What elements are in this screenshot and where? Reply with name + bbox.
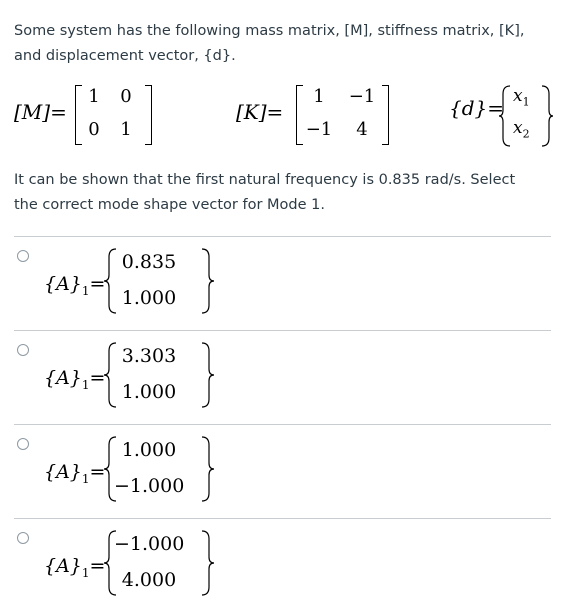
vector-entry-x2: $x_2$	[513, 118, 530, 141]
vector-entry-x1: $x_1$	[513, 86, 530, 109]
mass-matrix	[14, 80, 164, 150]
radio-button[interactable]	[17, 532, 29, 544]
radio-button[interactable]	[17, 250, 29, 262]
question-text: It can be shown that the first natural frequency is 0.835 rad/s. Select the correct mode shape vector for Mode 1.	[14, 172, 516, 213]
vector-top-value: 1.000	[121, 439, 177, 461]
stiffness-label: [K]	[236, 100, 267, 124]
matrix-cell: 1	[120, 119, 132, 140]
answer-option-2[interactable]	[0, 331, 563, 424]
stiffness-matrix	[236, 80, 406, 150]
radio-button[interactable]	[17, 344, 29, 356]
mass-label: [M]	[14, 100, 51, 124]
matrix-cell: 1	[313, 86, 325, 107]
right-bracket	[145, 85, 152, 145]
stiffness-equals: =	[266, 100, 284, 124]
displacement-label: {d}	[449, 96, 488, 120]
matrix-cell: 1	[88, 86, 100, 107]
matrix-cell: −1	[305, 119, 333, 140]
answer-option-3[interactable]	[0, 425, 563, 518]
vector-top-value: −1.000	[114, 533, 185, 555]
matrix-cell: 0	[120, 86, 132, 107]
mode-shape-label: $\{A\}_1=$	[44, 461, 106, 486]
mode-shape-label: $\{A\}_1=$	[44, 555, 106, 580]
mass-equals: =	[50, 100, 67, 124]
answer-option-1[interactable]	[0, 237, 563, 330]
mode-shape-label: $\{A\}_1=$	[44, 273, 106, 298]
vector-top-value: 3.303	[121, 345, 177, 367]
intro-text: Some system has the following mass matrix, [M], stiffness matrix, [K], and displacement vector, {d}.	[14, 23, 525, 64]
vector-top-value: 0.835	[121, 251, 177, 273]
matrix-cell: −1	[348, 86, 376, 107]
radio-button[interactable]	[17, 438, 29, 450]
mode-shape-label: $\{A\}_1=$	[44, 367, 106, 392]
answer-option-4[interactable]	[0, 519, 563, 611]
vector-bottom-value: −1.000	[114, 475, 185, 497]
vector-bottom-value: 1.000	[121, 287, 177, 309]
matrix-cell: 4	[356, 119, 368, 140]
matrix-cell: 0	[88, 119, 100, 140]
vector-bottom-value: 4.000	[121, 569, 177, 591]
right-bracket	[382, 85, 389, 145]
displacement-equals: =	[487, 96, 505, 120]
left-bracket	[296, 85, 303, 145]
displacement-vector	[449, 80, 553, 150]
vector-bottom-value: 1.000	[121, 381, 177, 403]
